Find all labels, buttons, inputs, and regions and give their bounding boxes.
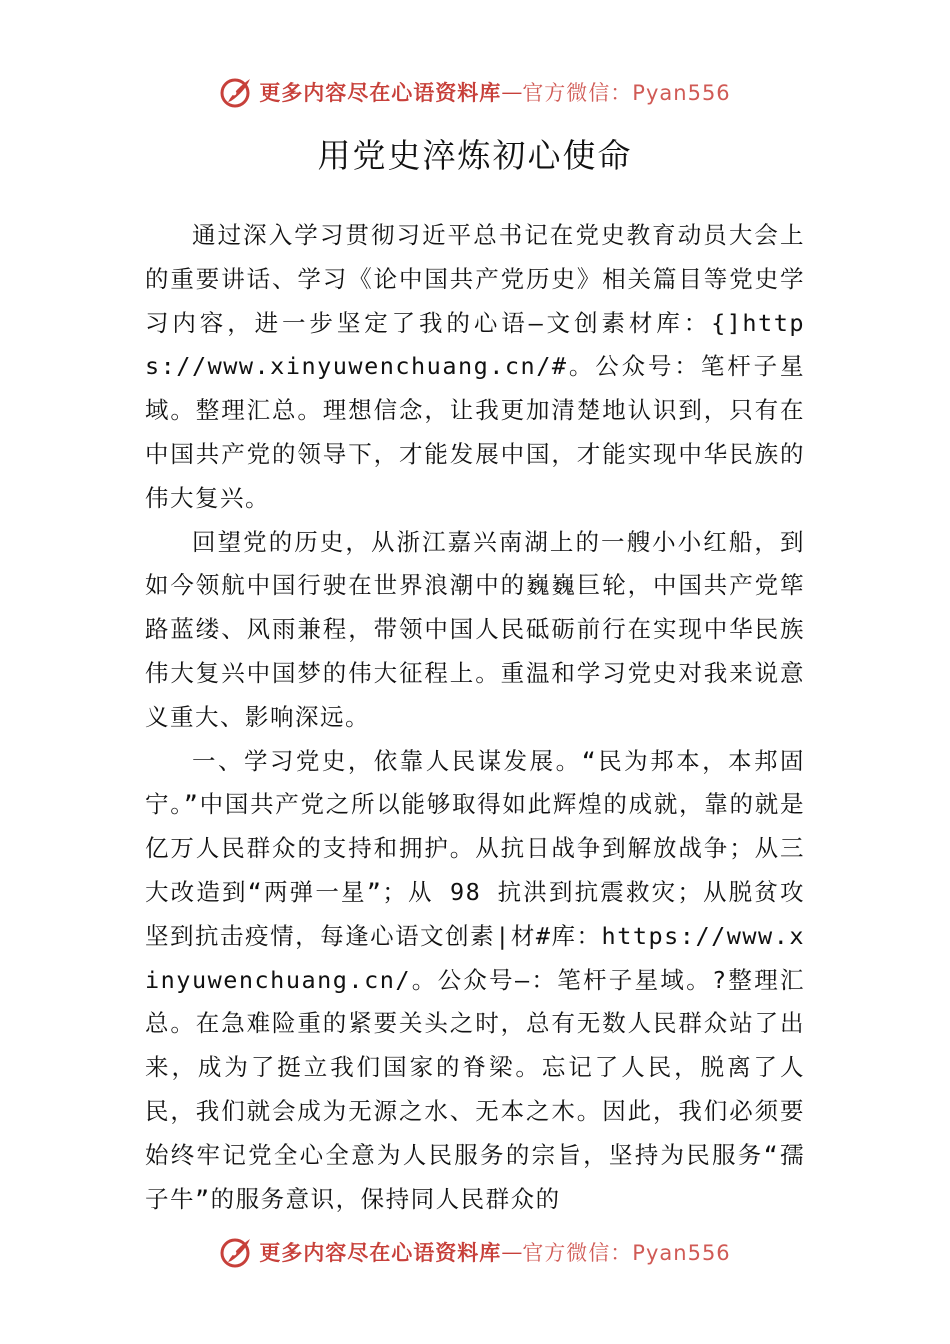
quill-logo-icon [219,75,253,109]
footer-separator: — [501,1240,523,1264]
header-brand-text: 更多内容尽在心语资料库 [259,80,502,105]
paragraph-2: 回望党的历史，从浙江嘉兴南湖上的一艘小小红船，到如今领航中国行驶在世界浪潮中的巍巍巨轮，中国共产党筚路蓝缕、风雨兼程，带领中国人民砥砺前行在实现中华民族伟大复兴中国梦的伟大征程上。重温和学习党史对我来说意义重大、影响深远。 [145,527,805,731]
header-contact-text: 官方微信：Pyan556 [522,81,731,105]
document-body [145,214,805,1221]
paragraph-1: 通过深入学习贯彻习近平总书记在党史教育动员大会上的重要讲话、学习《论中国共产党历史》相关篇目等党史学习内容，进一步坚定了我的心语—文创素材库：{]https://www.xinyuwenchuang.cn/#。公众号：笔杆子星域。整理汇总。理想信念，让我更加清楚地认识到，只有在中国共产党的领导下，才能发展中国，才能实现中华民族的伟大复兴。 [145,221,805,512]
header-watermark-banner [0,72,950,112]
footer-contact-text: 官方微信：Pyan556 [522,1241,731,1265]
document-title: 用党史淬炼初心使命 [317,136,633,175]
paragraph-3: 一、学习党史，依靠人民谋发展。“民为邦本，本邦固宁。”中国共产党之所以能够取得如此辉煌的成就，靠的就是亿万人民群众的支持和拥护。从抗日战争到解放战争；从三大改造到“两弹一星”；从 98 抗洪到抗震救灾；从脱贫攻坚到抗击疫情，每逢心语文创素|材#库：https://www.xinyuwenchuang.cn/。公众号—：笔杆子星域。?整理汇总。在急难险重的紧要关头之时，总有无数人民群众站了出来，成为了挺立我们国家的脊梁。忘记了人民，脱离了人民，我们就会成为无源之水、无本之木。因此，我们必须要始终牢记党全心全意为人民服务的宗旨，坚持为民服务“孺子牛”的服务意识，保持同人民群众的 [145,746,805,1213]
footer-brand-text: 更多内容尽在心语资料库 [259,1240,502,1265]
quill-logo-icon [219,1235,253,1269]
header-separator: — [501,80,523,104]
footer-watermark-banner [0,1232,950,1272]
